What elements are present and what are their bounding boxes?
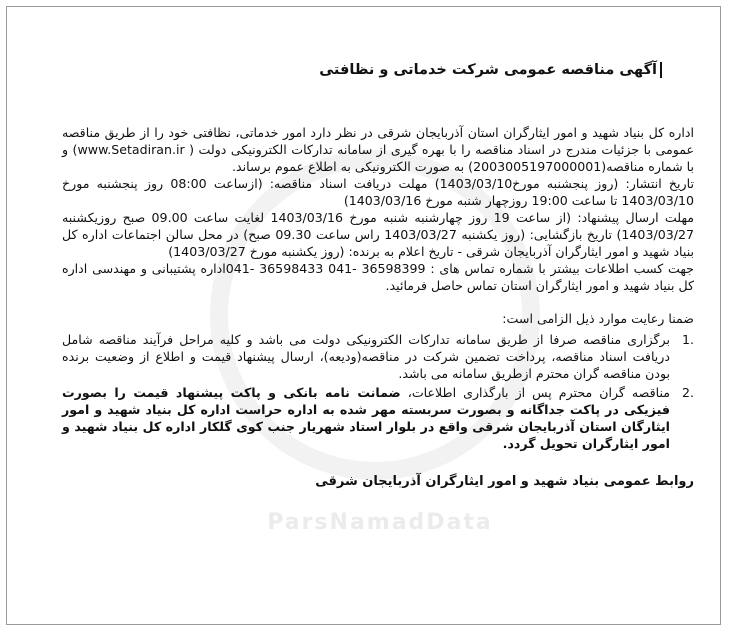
requirements-intro: ضمنا رعایت موارد ذیل الزامی است: [502,311,694,326]
list-item [62,384,694,452]
list-item-text: مناقصه گران محترم پس از بارگذاری اطلاعات، [400,385,671,400]
list-item [62,331,694,382]
paragraph-dates: تاریخ انتشار: (روز پنجشنبه مورخ1403/03/10) مهلت دریافت اسناد مناقصه: (ازساعت 08:00 روز پنجشنبه مورخ 1403/03/10 تا ساعت 19:00 روزچهار شنبه مورخ 1403/03/16) [62,176,694,208]
watermark-text: ParsNamadData [267,510,493,535]
list-item-number: 1. [681,332,694,347]
requirements-list [62,331,694,452]
list-item-text: برگزاری مناقصه صرفا از طریق سامانه تدارکات الکترونیکی دولت می باشد و کلیه مراحل فرآیند مناقصه شامل دریافت اسناد مناقصه، پرداخت تضمین شرکت در مناقصه(ودیعه)، ارسال پیشنهاد قیمت و اطلاع از وضعیت برنده بودن مناقصه گران محترم ازطریق سامانه می باشد. [62,332,670,381]
paragraph-contact: جهت کسب اطلاعات بیشتر با شماره تماس های : 36598399 -041 36598433 -041اداره پشتیبانی و مهندسی اداره کل بنیاد شهید و امور ایثارگران استان تماس حاصل فرمائید. [62,261,694,293]
notice-title-text: آگهی مناقصه عمومی شرکت خدماتی و نظافتی [319,62,662,78]
list-item-bold-text: ضمانت نامه بانکی و پاکت پیشنهاد قیمت را بصورت فیزیکی در پاکت جداگانه و بصورت سربسته مهر شده به اداره حراست اداره کل بنیاد شهید و امور ایثارگان استان آذربایجان شرقی واقع در بلوار استاد شهریار جنب کوی گلکار اداره کل بنیاد شهید و امور ایثارگران تحویل گردد. [62,385,670,451]
footer-signature: روابط عمومی بنیاد شهید و امور ایثارگران آذربایجان شرقی [315,474,694,489]
title-wrap [62,62,694,78]
paragraph-intro: اداره کل بنیاد شهید و امور ایثارگران استان آذربایجان شرقی در نظر دارد امور خدماتی، نظافتی خود را از طریق مناقصه عمومی با جزئیات مندرج در اسناد مناقصه را با بهره گیری از سامانه تدارکات الکترونیکی دولت ( www.Setadiran.ir) و با شماره مناقصه(2003005197000001) به صورت الکترونیکی به اطلاع عموم برساند. [62,125,694,174]
list-item-number: 2. [681,385,694,400]
notice-content [62,62,694,502]
paragraph-deadlines: مهلت ارسال پیشنهاد: (از ساعت 19 روز چهارشنبه شنبه مورخ 1403/03/16 لغایت ساعت 09.00 صبح روزیکشنبه 1403/03/27) تاریخ بازگشایی: (روز یکشنبه 1403/03/27 راس ساعت 09.30 صبح) در محل سالن اجتماعات اداره کل بنیاد شهید و امور ایثارگران آذربایجان شرقی - تاریخ اعلام به برنده: (روز یکشنبه مورخ 1403/03/27) [62,210,694,259]
notice-title [62,62,662,78]
